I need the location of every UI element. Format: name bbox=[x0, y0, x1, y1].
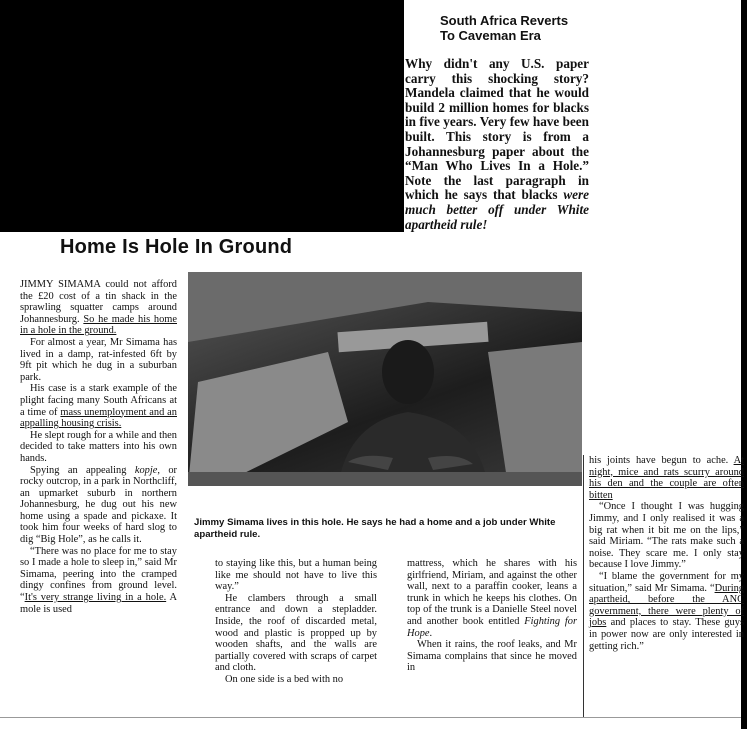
paragraph: “Once I thought I was hugging Jimmy, and I only realised it was a big rat when it bit me on the lips,” said Miriam. “The rats make such a noise. They scare me. I only stay because I love Jimmy.” bbox=[589, 501, 744, 571]
paragraph: “I blame the government for my situation,” said Mr Simama. “During apartheid, before the ANC government, there were plenty of jobs and places to stay. These guys in power now are only interested in getting rich.” bbox=[589, 570, 744, 652]
paragraph: He clambers through a small entrance and down a stepladder. Inside, the roof of discarded metal, wood and plastic is propped up by wooden shafts, and the walls are partially covered with scraps of carpet and cloth. bbox=[215, 592, 377, 674]
photo-caption: Jimmy Simama lives in this hole. He says he had a home and a job under White apartheid rule. bbox=[194, 517, 556, 540]
article-column-4 bbox=[589, 455, 744, 652]
paragraph: His case is a stark example of the plight facing many South Africans at a time of mass unemployment and an appalling housing crisis. bbox=[20, 383, 177, 430]
article-headline: Home Is Hole In Ground bbox=[60, 236, 293, 258]
paragraph: On one side is a bed with no bbox=[225, 673, 344, 685]
article-column-2 bbox=[215, 558, 377, 686]
paragraph: mattress, which he shares with his girlfriend, Miriam, and against the other wall, next to a paraffin cooker, leans a trunk in which he keeps his clothes. On top of the trunk is a Danielle Steel novel and another book entitled Fighting for Hope. bbox=[407, 558, 577, 639]
paragraph: He slept rough for a while and then decided to take matters into his own hands. bbox=[20, 429, 177, 464]
paragraph: Spying an appealing kopje, or rocky outcrop, in a park in Northcliff, an upmarket suburb in northern Johannesburg, he dug out his new home using a spade and pickaxe. It took him four weeks of hard slog to dig “Big Hole”, as he calls it. bbox=[20, 464, 177, 546]
black-background-block bbox=[0, 0, 404, 232]
paragraph: For almost a year, Mr Simama has lived in a damp, rat-infested 6ft by 9ft pit which he dug in a suburban park. bbox=[20, 336, 177, 383]
photo-illustration bbox=[188, 272, 582, 486]
editorial-title: South Africa Reverts To Caveman Era bbox=[440, 13, 569, 43]
article-photo bbox=[188, 272, 582, 486]
article-column-1 bbox=[20, 279, 177, 615]
paragraph: “There was no place for me to stay so I made a hole to sleep in,” said Mr Simama, peering into the cramped dingy confines from ground level. “It's very strange living in a hole. A mole is used bbox=[20, 545, 177, 615]
paragraph: When it rains, the roof leaks, and Mr Simama complains that since he moved in bbox=[407, 639, 577, 674]
column-divider bbox=[583, 455, 584, 717]
paragraph: to staying like this, but a human being like me should not have to live this way.” bbox=[215, 558, 377, 593]
article-column-3 bbox=[407, 558, 577, 674]
paragraph: JIMMY SIMAMA could not afford the £20 cost of a tin shack in the sprawling squatter camps around Johannesburg. So he made his home in a hole in the ground. bbox=[20, 279, 177, 337]
editorial-intro: Why didn't any U.S. paper carry this shocking story? Mandela claimed that he would build 2 million homes for blacks in five years. Very few have been built. This story is from a Johannesburg paper about the “Man Who Lives In a Hole.” Note the last paragraph in which he says that blacks were much better off under White apartheid rule! bbox=[405, 56, 589, 232]
clipping-edge bbox=[0, 717, 741, 718]
paragraph: his joints have begun to ache. At night, mice and rats scurry around his den and the couple are often bitten bbox=[589, 455, 744, 501]
